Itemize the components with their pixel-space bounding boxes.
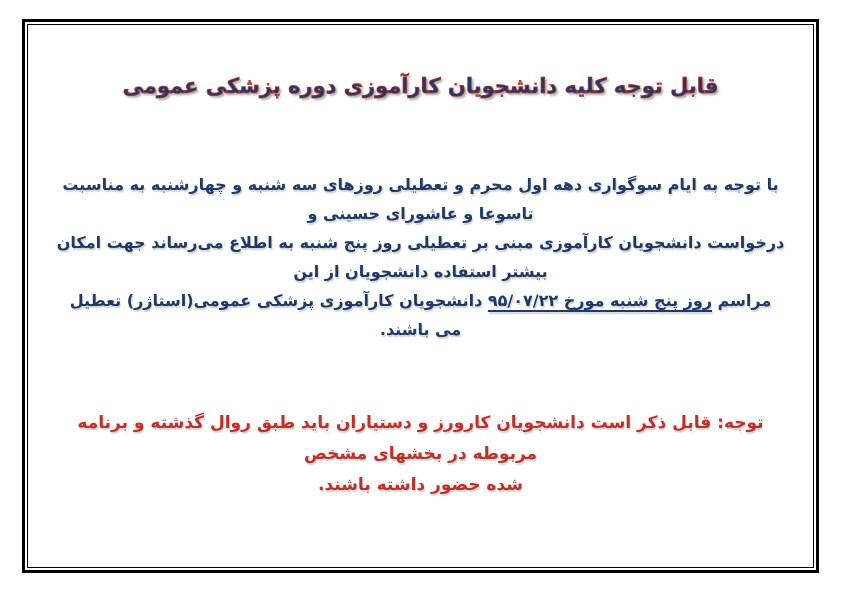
body-line-3-prefix: مراسم [712,291,772,310]
body-line-3-suffix: دانشجویان کارآموزی پزشکی عمومی(استاژر) تعطیل می باشند. [69,291,488,339]
notice-warning [28,408,813,501]
body-line-3 [56,286,785,344]
warning-line-1: توجه: قابل ذکر است دانشجویان کارورز و دستیاران باید طبق روال گذشته و برنامه مربوطه در بخشهای مشخص [77,413,764,464]
warning-line-2: شده حضور داشته باشند. [318,475,523,495]
notice-body [28,170,813,344]
underlined-date-phrase: روز پنج شنبه مورخ ۹۵/۰۷/۲۲ [487,291,713,310]
page-border-inner [27,24,814,568]
notice-title: قابل توجه کلیه دانشجویان کارآموزی دوره پزشکی عمومی [122,74,719,98]
body-line-2: درخواست دانشجویان کارآموزی مبنی بر تعطیلی روز پنج شنبه به اطلاع می‌رساند جهت امکان بیشتر استفاده دانشجویان از این [56,233,785,281]
page-border [22,19,819,573]
body-line-1: با توجه به ایام سوگواری دهه اول محرم و تعطیلی روزهای سه شنبه و چهارشنبه به مناسبت تاسوعا و عاشورای حسینی و [62,175,779,223]
